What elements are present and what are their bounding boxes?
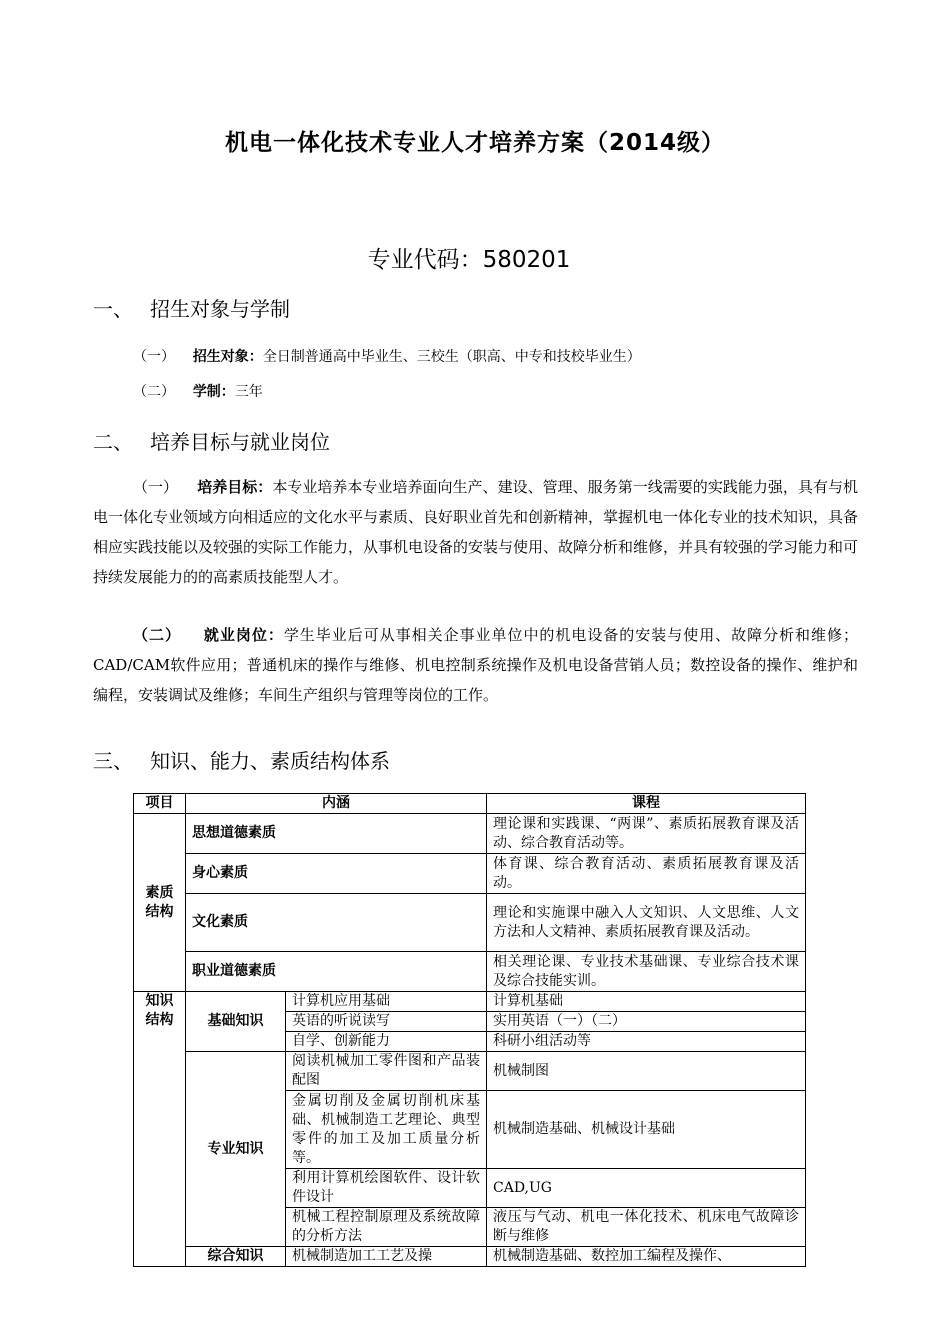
row-content: 身心素质 [186, 854, 487, 894]
row-content: 阅读机械加工零件图和产品装配图 [286, 1052, 487, 1091]
item-label: 招生对象： [192, 349, 263, 365]
item-text: 学生毕业后可从事相关企事业单位中的机电设备的安装与使用、故障分析和维修；CAD/CAM软件应用；普通机床的操作与维修、机电控制系统操作及机电设备营销人员；数控设备的操作、维护和编程，安装调试及维修；车间生产组织与管理等岗位的工作。 [93, 626, 858, 704]
item-label: 学制： [192, 384, 235, 400]
row-content: 自学、创新能力 [286, 1032, 487, 1052]
item-text: 全日制普通高中毕业生、三校生（职高、中专和技校毕业生） [262, 349, 641, 365]
enrollment-target-line [133, 346, 641, 366]
group-label: 知识结构 [145, 993, 174, 1028]
professional-knowledge-label: 专业知识 [186, 1052, 286, 1247]
row-course: 机械制图 [487, 1052, 806, 1091]
row-content: 文化素质 [186, 894, 487, 952]
table-row [134, 814, 806, 854]
row-course: 科研小组活动等 [487, 1032, 806, 1052]
section-title: 招生对象与学制 [150, 297, 290, 321]
row-course: 体育课、综合教育活动、素质拓展教育课及活动。 [487, 854, 806, 894]
item-number: （二） [133, 384, 175, 400]
row-content: 利用计算机绘图软件、设计软件设计 [286, 1169, 487, 1208]
section-heading-2 [93, 426, 330, 455]
row-course: 机械制造基础、数控加工编程及操作、 [487, 1247, 806, 1267]
table-row [134, 1052, 806, 1091]
item-number: （二） [133, 626, 181, 644]
row-content: 计算机应用基础 [286, 992, 487, 1012]
item-number: （一） [133, 349, 175, 365]
header-item: 项目 [134, 794, 186, 814]
table-row [134, 894, 806, 952]
item-label: 就业岗位： [203, 626, 284, 644]
section-heading-1 [93, 293, 290, 322]
row-course: 理论课和实践课、“两课”、素质拓展教育课及活动、综合教育活动等。 [487, 814, 806, 854]
section-number: 三、 [93, 749, 133, 773]
basic-knowledge-label: 基础知识 [186, 992, 286, 1052]
comprehensive-knowledge-label: 综合知识 [186, 1247, 286, 1267]
group-quality [134, 814, 186, 992]
row-content: 职业道德素质 [186, 952, 487, 992]
row-content: 机械制造加工工艺及操 [286, 1247, 487, 1267]
group-label: 素质结构 [145, 884, 174, 920]
row-content: 金属切削及金属切削机床基础、机械制造工艺理论、典型零件的加工及加工质量分析等。 [286, 1091, 487, 1169]
row-course: 相关理论课、专业技术基础课、专业综合技术课及综合技能实训。 [487, 952, 806, 992]
table-row [134, 992, 806, 1012]
row-content: 思想道德素质 [186, 814, 487, 854]
structure-table [133, 793, 806, 1267]
row-course: CAD,UG [487, 1169, 806, 1208]
header-content: 内涵 [186, 794, 487, 814]
training-goal-paragraph [93, 472, 858, 592]
section-heading-3 [93, 745, 390, 774]
group-knowledge [134, 992, 186, 1267]
schooling-length-line [133, 381, 263, 401]
row-course: 液压与气动、机电一体化技术、机床电气故障诊断与维修 [487, 1208, 806, 1247]
row-course: 计算机基础 [487, 992, 806, 1012]
row-course: 机械制造基础、机械设计基础 [487, 1091, 806, 1169]
row-course: 实用英语（一）（二） [487, 1012, 806, 1032]
section-number: 一、 [93, 297, 133, 321]
major-code: 专业代码：580201 [367, 247, 571, 273]
table-row [134, 952, 806, 992]
row-content: 机械工程控制原理及系统故障的分析方法 [286, 1208, 487, 1247]
item-label: 培养目标： [197, 478, 273, 496]
row-content: 英语的听说读写 [286, 1012, 487, 1032]
table-row [134, 1247, 806, 1267]
header-course: 课程 [487, 794, 806, 814]
item-text: 本专业培养本专业培养面向生产、建设、管理、服务第一线需要的实践能力强，具有与机电一体化专业领域方向相适应的文化水平与素质、良好职业首先和创新精神，掌握机电一体化专业的技术知识，具备相应实践技能以及较强的实际工作能力，从事机电设备的安装与使用、故障分析和维修，并具有较强的学习能力和可持续发展能力的的高素质技能型人才。 [93, 478, 859, 586]
table-row [134, 854, 806, 894]
row-course: 理论和实施课中融入人文知识、人文思维、人文方法和人文精神、素质拓展教育课及活动。 [487, 894, 806, 952]
item-text: 三年 [234, 384, 263, 400]
item-number: （一） [133, 478, 179, 496]
section-title: 知识、能力、素质结构体系 [150, 749, 390, 773]
employment-paragraph [93, 620, 858, 710]
document-title: 机电一体化技术专业人才培养方案（2014级） [224, 130, 725, 156]
table-header-row [134, 794, 806, 814]
section-title: 培养目标与就业岗位 [150, 430, 330, 454]
section-number: 二、 [93, 430, 133, 454]
